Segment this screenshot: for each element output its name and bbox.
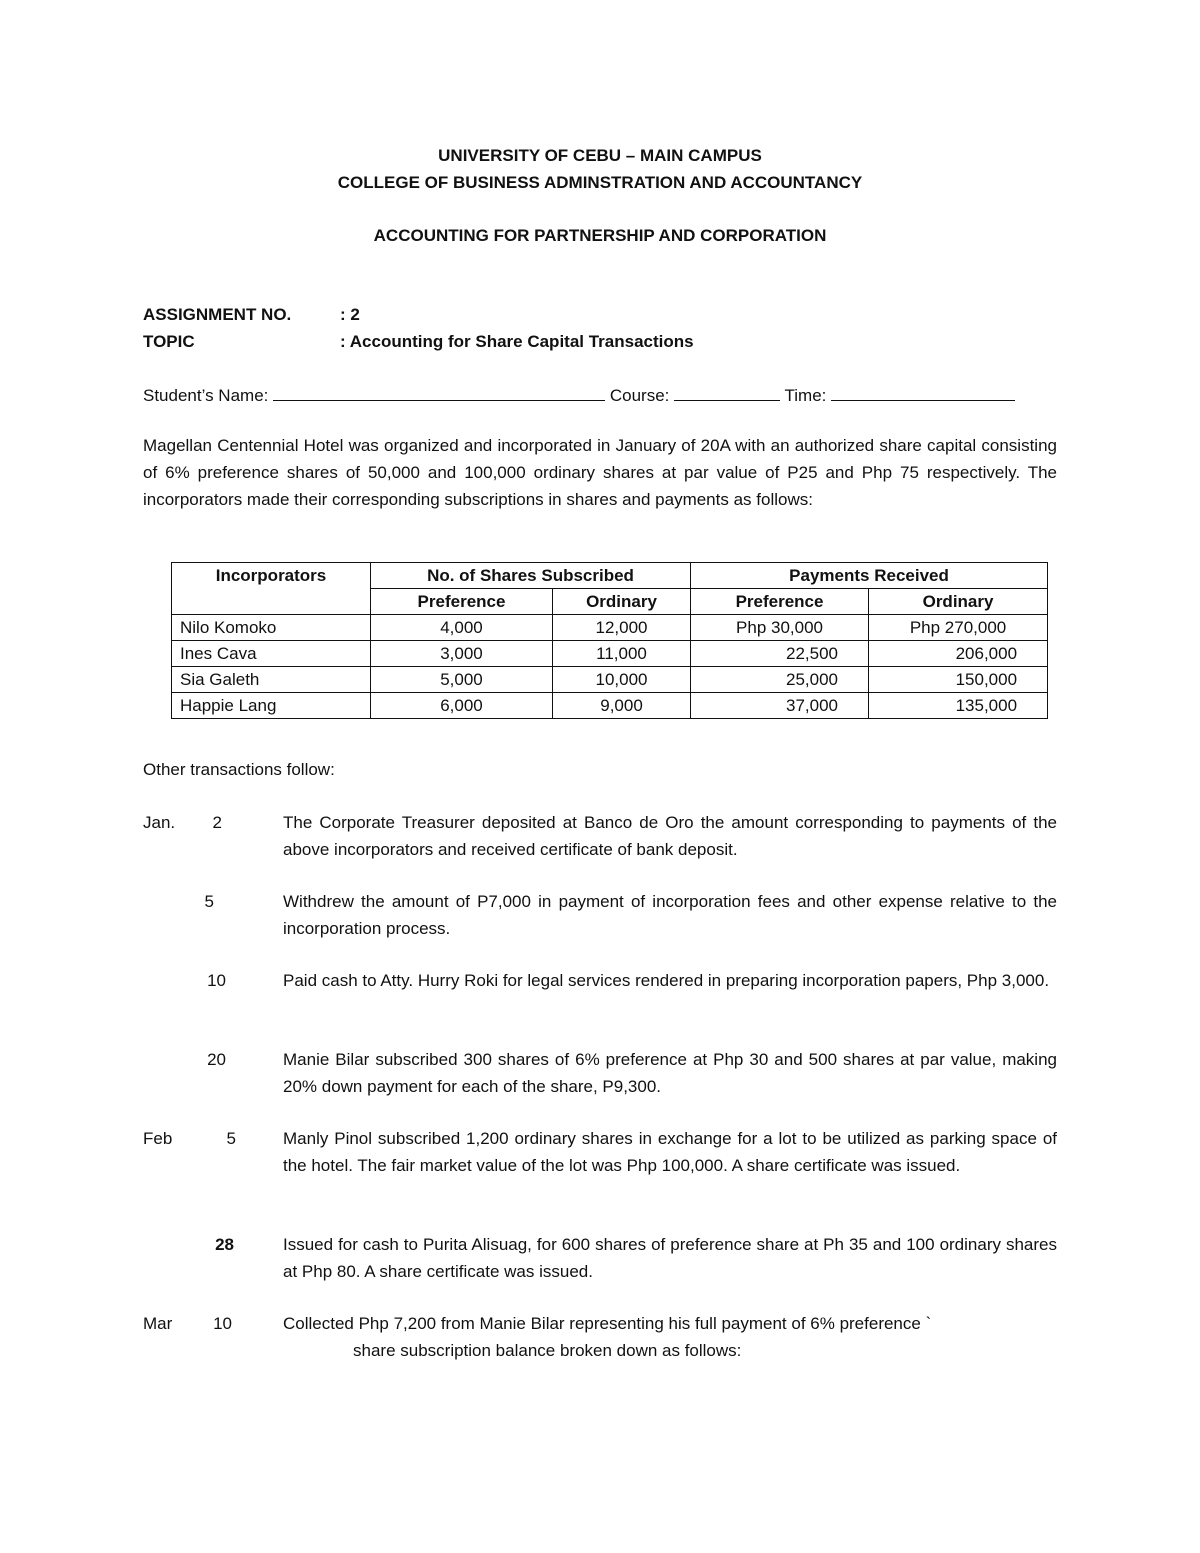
table-row	[172, 667, 1048, 693]
transaction-day: 20	[207, 1050, 226, 1069]
ordinary-shares: 11,000	[553, 641, 691, 667]
preference-shares: 4,000	[371, 615, 553, 641]
header-payments-ordinary: Ordinary	[869, 589, 1048, 615]
transaction-day: 28	[215, 1235, 234, 1254]
topic-value: : Accounting for Share Capital Transactions	[340, 332, 694, 351]
transaction-text-continued: share subscription balance broken down as follows:	[353, 1341, 742, 1360]
transaction-day: 2	[212, 813, 222, 832]
transaction-month: Feb	[143, 1129, 173, 1148]
transaction-month: Jan.	[143, 813, 176, 832]
ordinary-payment: 206,000	[869, 641, 1048, 667]
transaction-text: Manly Pinol subscribed 1,200 ordinary shares in exchange for a lot to be utilized as parking space of the hotel. The fair market value of the lot was Php 100,000. A share certificate was issued.	[283, 1129, 1057, 1175]
table-row	[172, 615, 1048, 641]
preference-payment: 22,500	[691, 641, 869, 667]
student-name-blank[interactable]	[273, 384, 605, 401]
header-shares-subscribed: No. of Shares Subscribed	[371, 563, 691, 589]
other-transactions-heading: Other transactions follow:	[143, 760, 335, 779]
student-name-label: Student’s Name:	[143, 386, 269, 405]
preference-payment: 37,000	[691, 693, 869, 719]
ordinary-payment: 150,000	[869, 667, 1048, 693]
table-row	[172, 693, 1048, 719]
transaction-day: 10	[207, 971, 226, 990]
preference-shares: 3,000	[371, 641, 553, 667]
header-payments-received: Payments Received	[691, 563, 1048, 589]
ordinary-payment: Php 270,000	[869, 615, 1048, 641]
transaction-text: Paid cash to Atty. Hurry Roki for legal services rendered in preparing incorporation papers, Php 3,000.	[283, 971, 1050, 990]
transaction-text: Withdrew the amount of P7,000 in payment of incorporation fees and other expense relative to the incorporation process.	[283, 892, 1057, 938]
course-label: Course:	[609, 386, 670, 405]
preference-shares: 5,000	[371, 667, 553, 693]
incorporator-name: Sia Galeth	[172, 667, 371, 693]
college-name: COLLEGE OF BUSINESS ADMINSTRATION AND ACCOUNTANCY	[337, 173, 863, 192]
assignment-label: ASSIGNMENT NO.	[143, 305, 292, 324]
ordinary-payment: 135,000	[869, 693, 1048, 719]
intro-paragraph: Magellan Centennial Hotel was organized and incorporated in January of 20A with an authorized share capital consisting of 6% preference shares of 50,000 and 100,000 ordinary shares at par value of P25 and Php 75 respectively. The incorporators made their corresponding subscriptions in shares and payments as follows:	[143, 436, 1057, 509]
incorporators-table	[171, 562, 1048, 719]
transaction-month: Mar	[143, 1314, 173, 1333]
course-blank[interactable]	[674, 384, 780, 401]
assignment-value: : 2	[340, 305, 360, 324]
header-payments-preference: Preference	[691, 589, 869, 615]
header-shares-ordinary: Ordinary	[553, 589, 691, 615]
ordinary-shares: 9,000	[553, 693, 691, 719]
transaction-day: 10	[213, 1314, 232, 1333]
subject-title: ACCOUNTING FOR PARTNERSHIP AND CORPORATION	[373, 226, 827, 245]
transaction-text: The Corporate Treasurer deposited at Banco de Oro the amount corresponding to payments of the above incorporators and received certificate of bank deposit.	[283, 813, 1057, 859]
time-label: Time:	[784, 386, 827, 405]
header-shares-preference: Preference	[371, 589, 553, 615]
transaction-day: 5	[226, 1129, 236, 1148]
time-blank[interactable]	[831, 384, 1015, 401]
incorporator-name: Nilo Komoko	[172, 615, 371, 641]
preference-payment: 25,000	[691, 667, 869, 693]
ordinary-shares: 10,000	[553, 667, 691, 693]
incorporator-name: Ines Cava	[172, 641, 371, 667]
student-info-line	[143, 384, 1015, 406]
ordinary-shares: 12,000	[553, 615, 691, 641]
transaction-text: Collected Php 7,200 from Manie Bilar representing his full payment of 6% preference `	[283, 1314, 932, 1333]
transaction-day: 5	[204, 892, 214, 911]
incorporator-name: Happie Lang	[172, 693, 371, 719]
university-name: UNIVERSITY OF CEBU – MAIN CAMPUS	[438, 146, 762, 165]
transaction-text: Issued for cash to Purita Alisuag, for 600 shares of preference share at Ph 35 and 100 ordinary shares at Php 80. A share certificate was issued.	[283, 1235, 1057, 1281]
transaction-text: Manie Bilar subscribed 300 shares of 6% preference at Php 30 and 500 shares at par value, making 20% down payment for each of the share, P9,300.	[283, 1050, 1057, 1096]
header-incorporators: Incorporators	[172, 563, 371, 615]
table-row	[172, 641, 1048, 667]
topic-label: TOPIC	[143, 332, 195, 351]
preference-shares: 6,000	[371, 693, 553, 719]
preference-payment: Php 30,000	[691, 615, 869, 641]
